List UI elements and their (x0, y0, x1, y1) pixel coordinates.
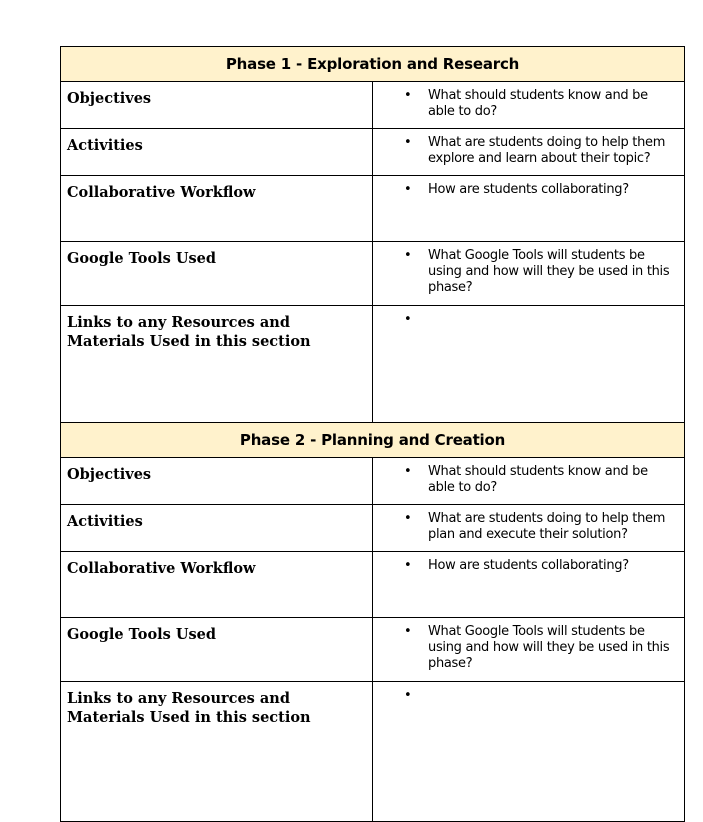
list-item (404, 88, 674, 120)
list-item (404, 248, 674, 296)
phase-2-table (60, 422, 685, 822)
bullet-text: What are students doing to help them explore and learn about their topic? (428, 135, 666, 166)
phase-1-table (60, 46, 685, 446)
table-row-google-tools (61, 242, 685, 306)
bullet-text: How are students collaborating? (428, 558, 629, 573)
row-label-google-tools: Google Tools Used (61, 618, 373, 682)
bullet-icon: • (404, 135, 412, 150)
table-row-collaborative-workflow (61, 552, 685, 618)
row-content-collaborative-workflow[interactable] (373, 552, 685, 618)
row-content-google-tools[interactable] (373, 618, 685, 682)
row-content-links[interactable] (373, 682, 685, 822)
list-item (404, 312, 674, 328)
row-label-links: Links to any Resources and Materials Used in this section (61, 306, 373, 446)
list-item (404, 182, 674, 198)
table-row-links (61, 682, 685, 822)
row-content-objectives[interactable] (373, 82, 685, 129)
table-row-activities (61, 129, 685, 176)
list-item (404, 135, 674, 167)
phase-2-title: Phase 2 - Planning and Creation (61, 423, 685, 458)
bullet-text: What Google Tools will students be using and how will they be used in this phase? (428, 248, 670, 295)
table-row-collaborative-workflow (61, 176, 685, 242)
table-row-objectives (61, 458, 685, 505)
bullet-text: What should students know and be able to do? (428, 88, 648, 119)
bullet-icon: • (404, 88, 412, 103)
table-row-objectives (61, 82, 685, 129)
bullet-text: What Google Tools will students be using and how will they be used in this phase? (428, 624, 670, 671)
list-item (404, 511, 674, 543)
row-content-activities[interactable] (373, 505, 685, 552)
bullet-text: How are students collaborating? (428, 182, 629, 197)
row-content-google-tools[interactable] (373, 242, 685, 306)
bullet-icon: • (404, 624, 412, 639)
list-item (404, 558, 674, 574)
row-label-google-tools: Google Tools Used (61, 242, 373, 306)
bullet-icon: • (404, 464, 412, 479)
list-item (404, 624, 674, 672)
bullet-text: What are students doing to help them plan and execute their solution? (428, 511, 666, 542)
list-item (404, 464, 674, 496)
list-item (404, 688, 674, 704)
row-label-links: Links to any Resources and Materials Used in this section (61, 682, 373, 822)
row-content-activities[interactable] (373, 129, 685, 176)
bullet-icon: • (404, 558, 412, 573)
row-label-collaborative-workflow: Collaborative Workflow (61, 176, 373, 242)
bullet-icon: • (404, 248, 412, 263)
table-row-google-tools (61, 618, 685, 682)
row-content-collaborative-workflow[interactable] (373, 176, 685, 242)
bullet-icon: • (404, 688, 412, 703)
bullet-text: What should students know and be able to do? (428, 464, 648, 495)
bullet-icon: • (404, 182, 412, 197)
row-label-objectives: Objectives (61, 82, 373, 129)
row-label-activities: Activities (61, 505, 373, 552)
row-label-collaborative-workflow: Collaborative Workflow (61, 552, 373, 618)
row-content-objectives[interactable] (373, 458, 685, 505)
phase-header-row (61, 47, 685, 82)
row-label-activities: Activities (61, 129, 373, 176)
bullet-icon: • (404, 511, 412, 526)
bullet-icon: • (404, 312, 412, 327)
phase-header-row (61, 423, 685, 458)
phase-1-title: Phase 1 - Exploration and Research (61, 47, 685, 82)
table-row-activities (61, 505, 685, 552)
row-label-objectives: Objectives (61, 458, 373, 505)
